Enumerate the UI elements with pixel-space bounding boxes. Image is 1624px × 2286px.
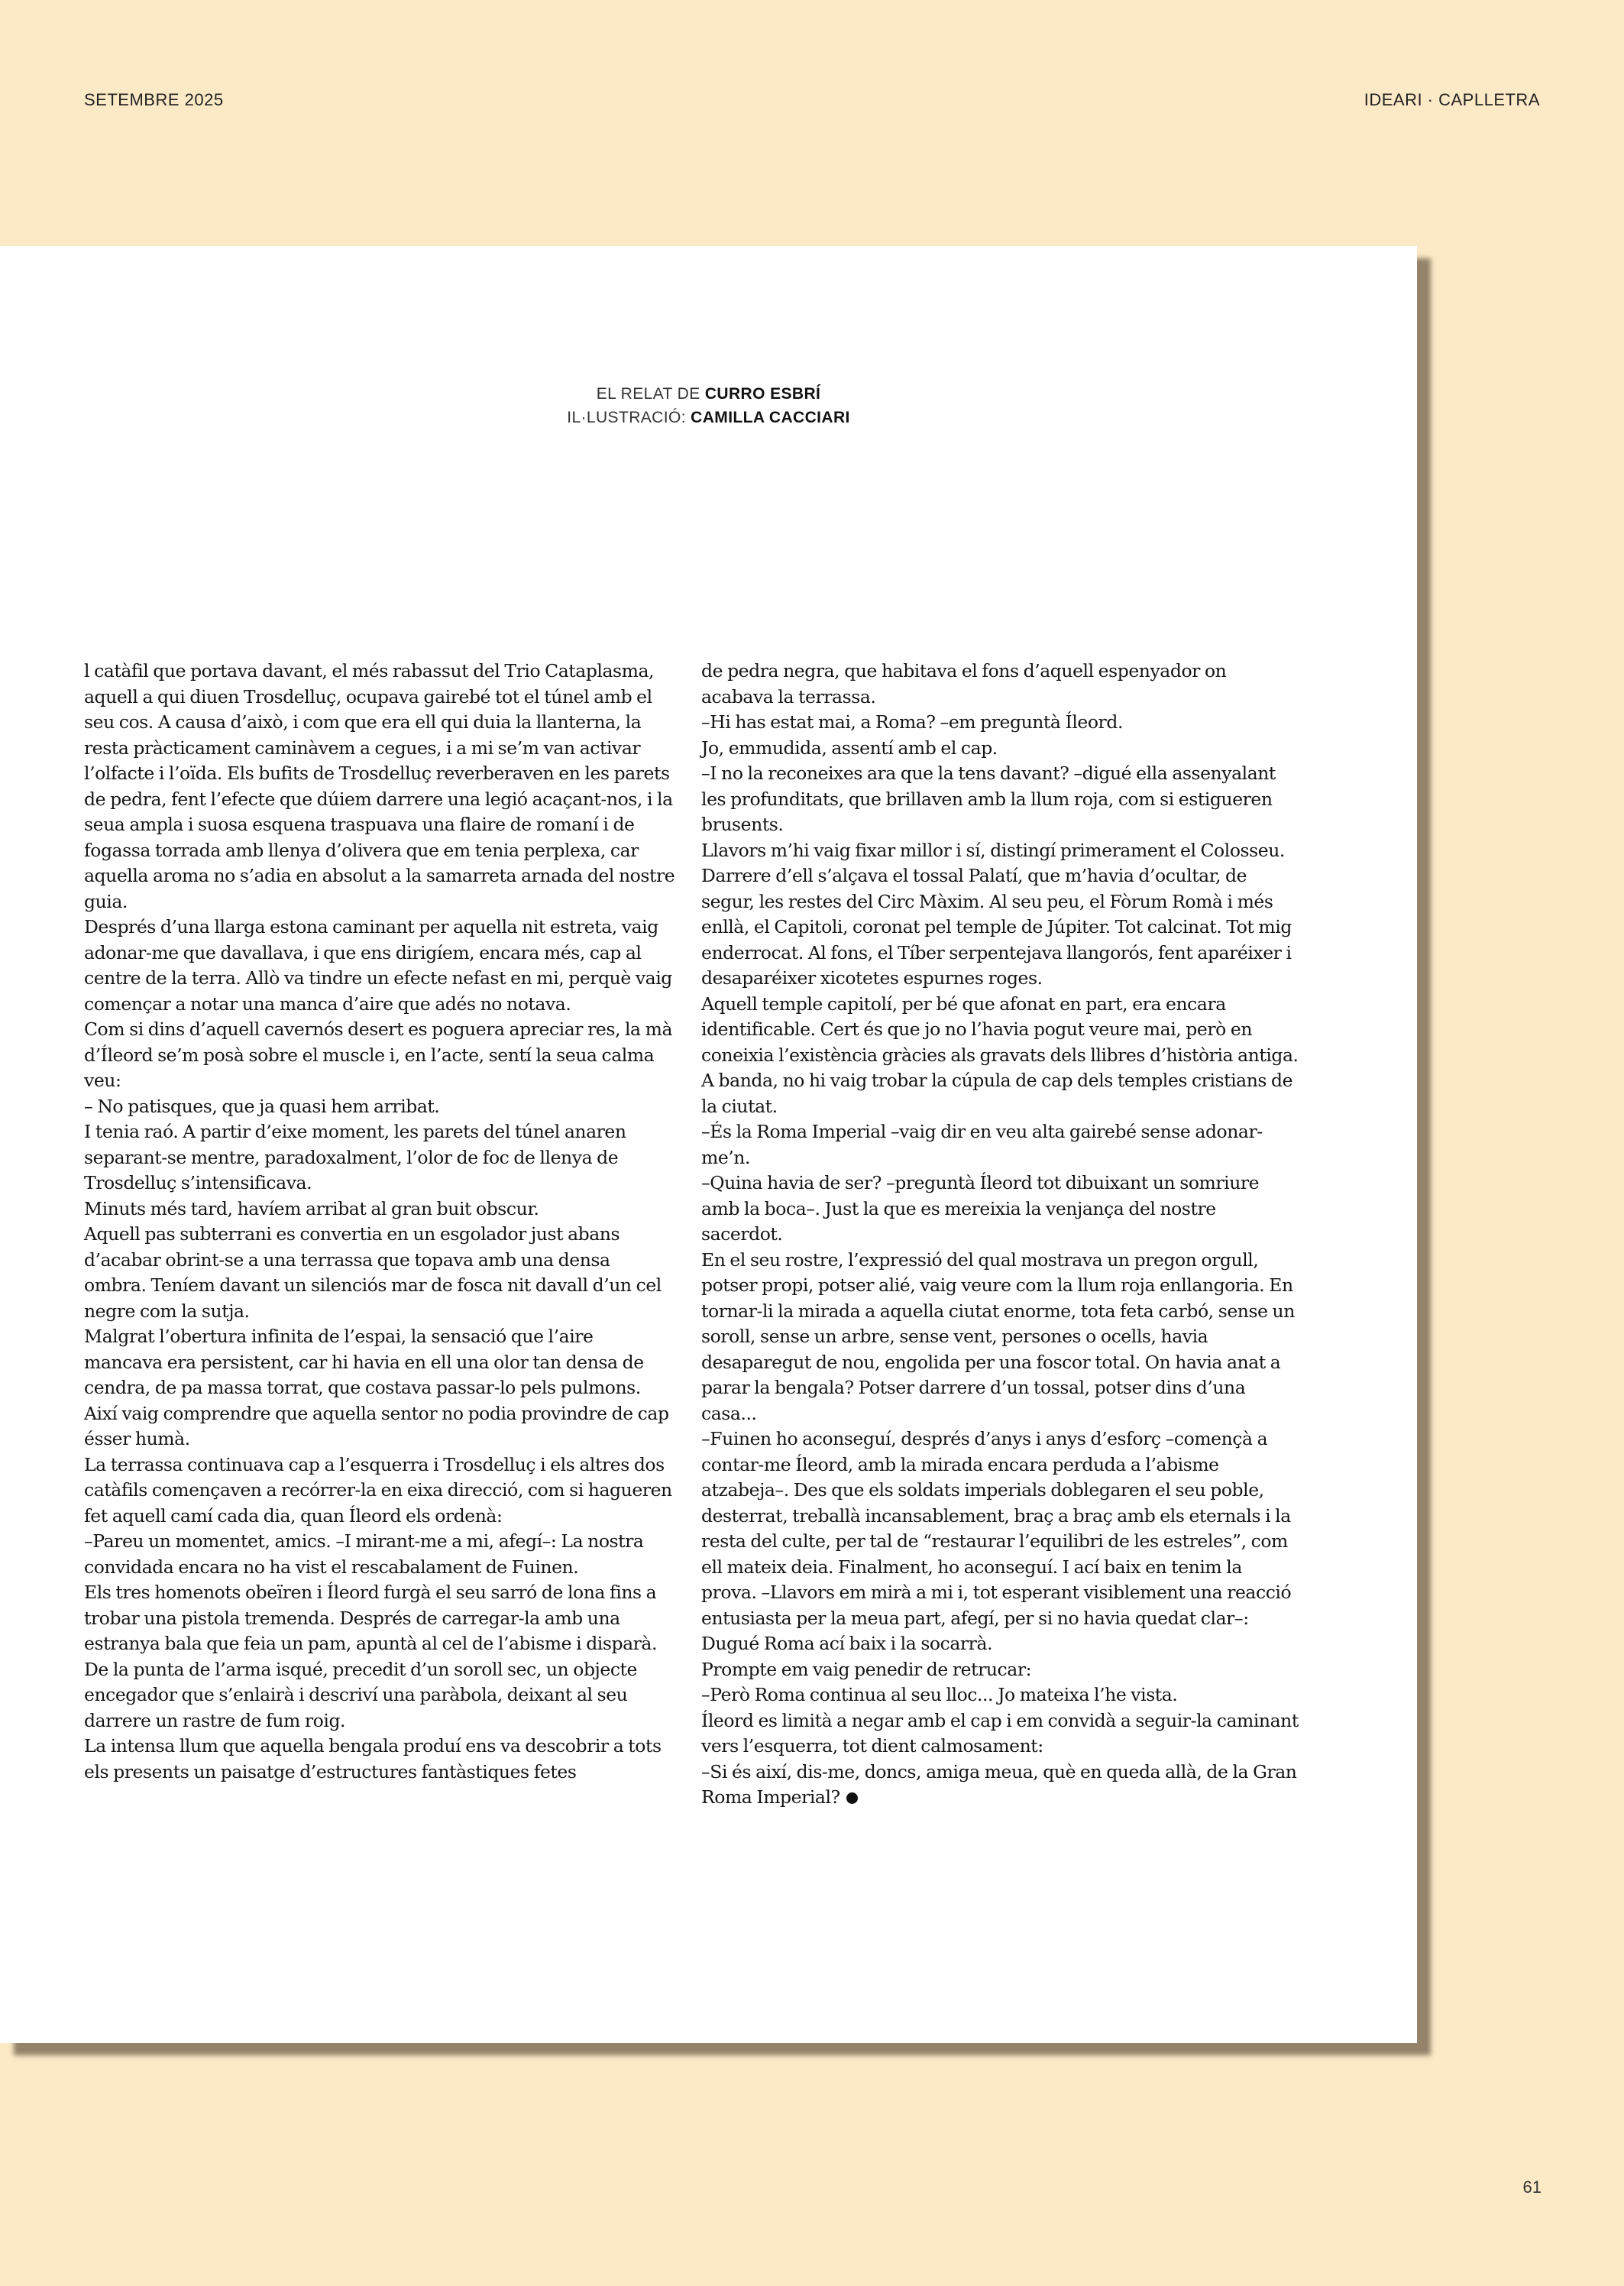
illustrator-credit-prefix: IL·LUSTRACIÓ: xyxy=(567,409,691,426)
illustrator-name: CAMILLA CACCIARI xyxy=(691,409,850,426)
paragraph: En el seu rostre, l’expressió del qual mostrava un pregon orgull, potser propi, potser alié, vaig veure com la llum roja enllangoria. En tornar-li la mirada a aquella ciutat enorme, tota feta carbó, sense un soroll, sense un arbre, sense vent, persones o ocells, havia desaparegut de nou, engolida per una foscor total. On havia anat a parar la bengala? Potser darrere d’un tossal, potser dins d’una casa... xyxy=(701,1248,1295,1424)
paragraph: Llavors m’hi vaig fixar millor i sí, distingí primerament el Colosseu. Darrere d’ell s’alçava el tossal Palatí, que m’havia d’ocultar, de segur, les restes del Circ Màxim. Al seu peu, el Fòrum Romà i més enllà, el Capitoli, coronat pel temple de Júpiter. Tot calcinat. Tot mig enderrocat. Al fons, el Tíber serpentejava llangorós, fent aparéixer i desaparéixer xicotetes espurnes roges. xyxy=(701,839,1292,989)
paragraph: La terrassa continuava cap a l’esquerra i Trosdelluç i els altres dos catàfils començaven a recórrer-la en eixa direcció, com si hagueren fet aquell camí cada dia, quan Íleord els ordenà: xyxy=(84,1453,672,1527)
dialogue-line: –I no la reconeixes ara que la tens davant? –digué ella assenyalant les profunditats, que brillaven amb la llum roja, com si estigueren brusents. xyxy=(701,763,1276,835)
page-number: 61 xyxy=(1522,2178,1542,2197)
paragraph: Els tres homenots obeïren i Íleord furgà el seu sarró de lona fins a trobar una pistola tremenda. Després de carregar-la amb una estranya bala que feia un pam, apuntà al cel de l’abisme i disparà. De la punta de l’arma isqué, precedit d’un soroll sec, un objecte encegador que s’enlairà i descriví una paràbola, deixant al seu darrere un rastre de fum roig. xyxy=(84,1582,657,1731)
dialogue-line: –Hi has estat mai, a Roma? –em preguntà Íleord. xyxy=(701,711,1123,733)
paragraph: I tenia raó. A partir d’eixe moment, les parets del túnel anaren separant-se mentre, paradoxalment, l’olor de foc de llenya de Trosdelluç s’intensificava. xyxy=(84,1121,626,1193)
paragraph: Després d’una llarga estona caminant per aquella nit estreta, vaig adonar-me que davallava, i que ens dirigíem, encara més, cap al centre de la terra. Allò va tindre un efecte nefast en mi, perquè vaig començar a notar una manca d’aire que adés no notava. xyxy=(84,916,672,1015)
dialogue-line: –És la Roma Imperial –vaig dir en veu alta gairebé sense adonar-me’n. xyxy=(701,1121,1263,1168)
final-paragraph xyxy=(701,1760,1299,1811)
paragraph: Com si dins d’aquell cavernós desert es poguera apreciar res, la mà d’Íleord se’m posà sobre el muscle i, en l’acte, sentí la seua calma veu: xyxy=(84,1018,673,1091)
running-head-date: SETEMBRE 2025 xyxy=(84,90,224,109)
body-column-left xyxy=(84,659,676,1785)
author-credit xyxy=(0,382,1417,406)
paragraph: Aquell temple capitolí, per bé que afonat en part, era encara identificable. Cert és que jo no l’havia pogut veure mai, però en coneixia l’existència gràcies als gravats dels llibres d’història antiga. A banda, no hi vaig trobar la cúpula de cap dels temples cristians de la ciutat. xyxy=(701,992,1299,1117)
illustrator-credit xyxy=(0,406,1417,429)
dialogue-line: – No patisques, que ja quasi hem arribat. xyxy=(84,1095,440,1117)
dialogue-line: –Quina havia de ser? –preguntà Íleord tot dibuixant un somriure amb la boca–. Just la que es mereixia la venjança del nostre sacerdot. xyxy=(701,1172,1260,1245)
dialogue-line: –Fuinen ho aconseguí, després d’anys i anys d’esforç –començà a contar-me Íleord, amb la mirada encara perduda a l’abisme atzabeja–. Des que els soldats imperials doblegaren el seu poble, desterrat, treballà incansablement, braç a braç amb els eternals i la resta del culte, per tal de “restaurar l’equilibri de les estreles”, com ell mateix deia. Finalment, ho aconseguí. I ací baix en tenim la prova. –Llavors em mirà a mi i, tot esperant visiblement una reacció entusiasta per la meua part, afegí, per si no havia quedat clar–: Dugué Roma ací baix i la socarrà. xyxy=(701,1428,1292,1654)
paragraph: Malgrat l’obertura infinita de l’espai, la sensació que l’aire mancava era persistent, car hi havia en ell una olor tan densa de cendra, de pa massa torrat, que costava passar-lo pels pulmons. Així vaig comprendre que aquella sentor no podia provindre de cap ésser humà. xyxy=(84,1326,669,1449)
dialogue-line: –Però Roma continua al seu lloc... Jo mateixa l’he vista. xyxy=(701,1684,1178,1705)
dialogue-line: –Pareu un momentet, amics. –I mirant-me a mi, afegí–: La nostra convidada encara no ha vist el rescabalament de Fuinen. xyxy=(84,1530,644,1578)
article-credits xyxy=(0,382,1417,429)
paragraph: Prompte em vaig penedir de retrucar: xyxy=(701,1658,1032,1680)
paragraph: Jo, emmudida, assentí amb el cap. xyxy=(701,737,998,759)
paragraph: de pedra negra, que habitava el fons d’aquell espenyador on acabava la terrassa. xyxy=(701,660,1227,707)
paragraph: Íleord es limità a negar amb el cap i em convidà a seguir-la caminant vers l’esquerra, tot dient calmosament: xyxy=(701,1709,1299,1757)
paragraph: l catàfil que portava davant, el més rabassut del Trio Cataplasma, aquell a qui diuen Trosdelluç, ocupava gairebé tot el túnel amb el seu cos. A causa d’això, i com que era ell qui duia la llanterna, la resta pràcticament caminàvem a cegues, i a mi se’m van activar l’olfacte i l’oïda. Els bufits de Trosdelluç reverberaven en les parets de pedra, fent l’efecte que dúiem darrere una legió acaçant-nos, i la seua ampla i suosa esquena traspuava una flaire de romaní i de fogassa torrada amb llenya d’olivera que em tenia perplexa, car aquella aroma no s’adia en absolut a la samarreta arnada del nostre guia. xyxy=(84,660,675,912)
final-paragraph-text: –Si és així, dis-me, doncs, amiga meua, què en queda allà, de la Gran Roma Imperial? xyxy=(701,1760,1297,1808)
paragraph: La intensa llum que aquella bengala produí ens va descobrir a tots els presents un paisatge d’estructures fantàstiques fetes xyxy=(84,1735,662,1782)
author-name: CURRO ESBRÍ xyxy=(704,385,821,403)
running-head-section: IDEARI · CAPLLETRA xyxy=(1364,90,1540,109)
paragraph: Minuts més tard, havíem arribat al gran buit obscur. xyxy=(84,1197,539,1219)
paragraph: Aquell pas subterrani es convertia en un esgolador just abans d’acabar obrint-se a una terrassa que topava amb una densa ombra. Teníem davant un silenciós mar de fosca nit davall d’un cel negre com la sutja. xyxy=(84,1223,662,1322)
end-of-story-dot-icon xyxy=(846,1792,858,1804)
author-credit-prefix: EL RELAT DE xyxy=(596,385,705,403)
body-column-right xyxy=(701,659,1299,1811)
